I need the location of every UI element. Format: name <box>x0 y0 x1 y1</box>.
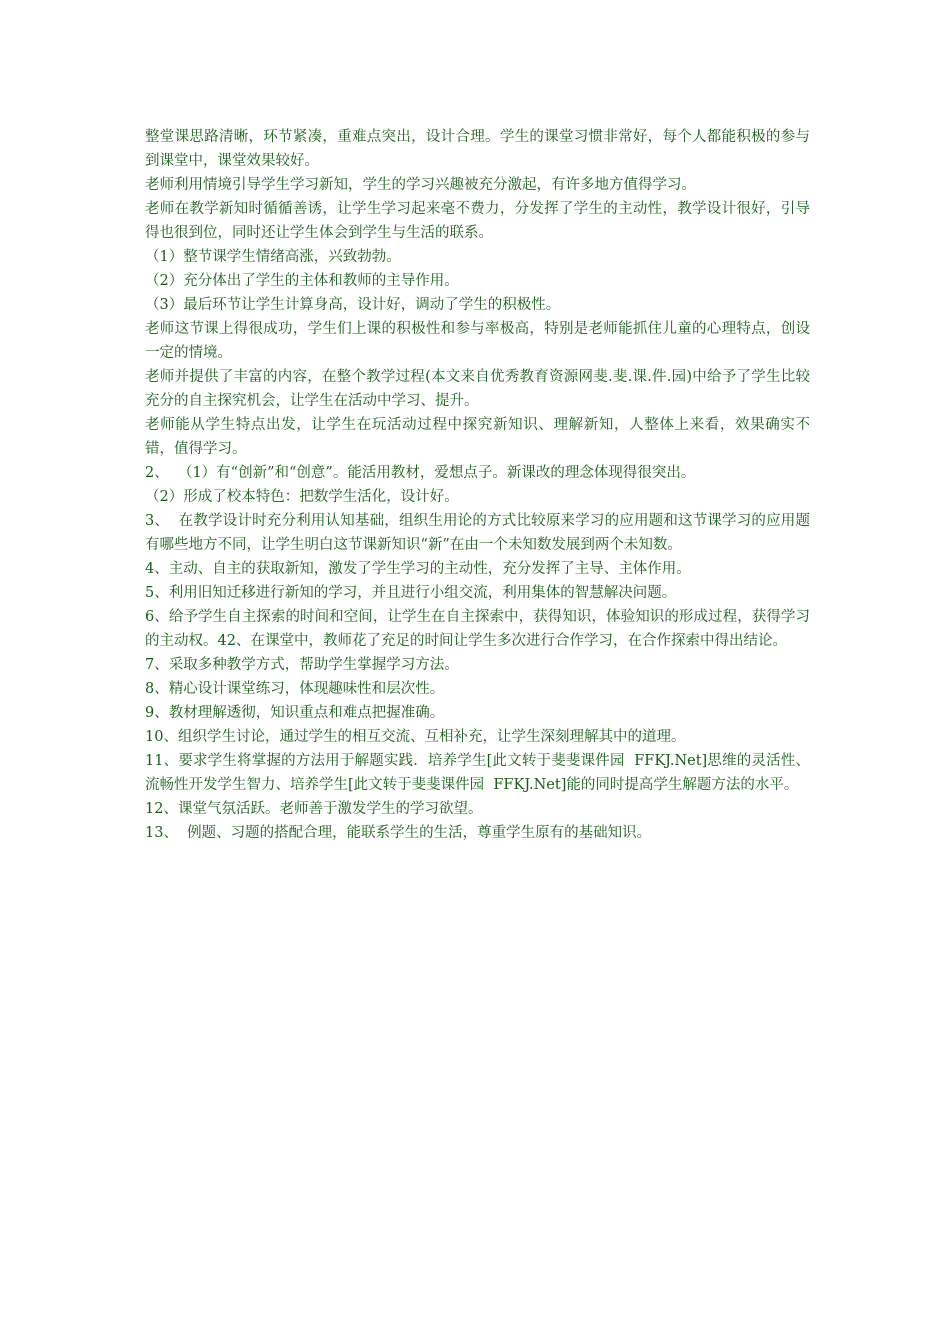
paragraph: 老师在教学新知时循循善诱，让学生学习起来毫不费力，分发挥了学生的主动性，教学设计很好，引导得也很到位，同时还让学生体会到学生与生活的联系。 <box>145 201 810 241</box>
paragraph: 11、要求学生将掌握的方法用于解题实践．培养学生[此文转于斐斐课件园 FFKJ.Net]思维的灵活性、流畅性开发学生智力、培养学生[此文转于斐斐课件园 FFKJ.Net]能的同时提高学生解题方法的水平。 <box>145 753 810 793</box>
paragraph: 13、 例题、习题的搭配合理，能联系学生的生活，尊重学生原有的基础知识。 <box>145 825 652 841</box>
paragraph: 老师这节课上得很成功，学生们上课的积极性和参与率极高，特别是老师能抓住儿童的心理特点，创设一定的情境。 <box>145 321 810 361</box>
paragraph: 6、给予学生自主探索的时间和空间，让学生在自主探索中，获得知识，体验知识的形成过程，获得学习的主动权。42、在课堂中，教师花了充足的时间让学生多次进行合作学习，在合作探索中得出结论。 <box>145 609 810 649</box>
paragraph: 3、 在教学设计时充分利用认知基础，组织生用论的方式比较原来学习的应用题和这节课学习的应用题有哪些地方不同，让学生明白这节课新知识“新”在由一个未知数发展到两个未知数。 <box>145 513 810 553</box>
paragraph: 2、 （1）有“创新”和“创意”。能活用教材，爱想点子。新课改的理念体现得很突出。 <box>145 465 696 481</box>
paragraph: 老师利用情境引导学生学习新知，学生的学习兴趣被充分激起，有许多地方值得学习。 <box>145 177 696 193</box>
paragraph: （2）形成了校本特色：把数学生活化，设计好。 <box>145 489 459 505</box>
document-body <box>145 125 810 845</box>
paragraph: （1）整节课学生情绪高涨，兴致勃勃。 <box>145 249 401 265</box>
paragraph: （3）最后环节让学生计算身高，设计好，调动了学生的积极性。 <box>145 297 561 313</box>
paragraph: 7、采取多种教学方式，帮助学生掌握学习方法。 <box>145 657 459 673</box>
paragraph: 老师并提供了丰富的内容，在整个教学过程(本文来自优秀教育资源网斐.斐.课.件.园)中给予了学生比较充分的自主探究机会，让学生在活动中学习、提升。 <box>145 369 810 409</box>
paragraph: 老师能从学生特点出发，让学生在玩活动过程中探究新知识、理解新知，人整体上来看，效果确实不错，值得学习。 <box>145 417 810 457</box>
paragraph: （2）充分体出了学生的主体和教师的主导作用。 <box>145 273 459 289</box>
paragraph: 4、主动、自主的获取新知，激发了学生学习的主动性，充分发挥了主导、主体作用。 <box>145 561 691 577</box>
paragraph: 10、组织学生讨论，通过学生的相互交流、互相补充，让学生深刻理解其中的道理。 <box>145 729 686 745</box>
paragraph: 5、利用旧知迁移进行新知的学习，并且进行小组交流，利用集体的智慧解决问题。 <box>145 585 677 601</box>
paragraph: 9、教材理解透彻，知识重点和难点把握准确。 <box>145 705 445 721</box>
paragraph: 8、精心设计课堂练习，体现趣味性和层次性。 <box>145 681 445 697</box>
paragraph: 整堂课思路清晰，环节紧凑，重难点突出，设计合理。学生的课堂习惯非常好，每个人都能积极的参与到课堂中，课堂效果较好。 <box>145 129 810 169</box>
paragraph: 12、课堂气氛活跃。老师善于激发学生的学习欲望。 <box>145 801 483 817</box>
